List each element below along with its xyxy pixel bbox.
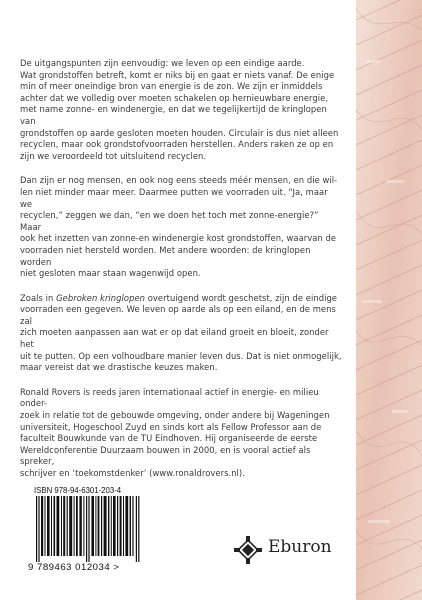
author-bio bbox=[20, 387, 342, 480]
line-prefix: Zoals in bbox=[20, 292, 57, 303]
cover-texture bbox=[356, 0, 422, 600]
paragraph-3 bbox=[20, 293, 342, 374]
line: recyclen,” zeggen we dan, “en we doen het toch met zonne-energie?” Maar bbox=[20, 210, 319, 232]
line: faculteit Bouwkunde van de TU Eindhoven. Hij organiseerde de eerste bbox=[20, 433, 318, 444]
line: Wat grondstoffen betreft, komt er niks bij en gaat er niets vanaf. De enige bbox=[20, 69, 335, 80]
line: niet gesloten maar staan wagenwijd open. bbox=[20, 268, 201, 279]
line: voorraden niet hersteld worden. Met andere woorden: de kringlopen worden bbox=[20, 244, 311, 267]
line: grondstoffen op aarde gesloten moeten houden. Circulair is dus niet alleen bbox=[20, 127, 339, 138]
paragraph-2 bbox=[20, 175, 342, 279]
publisher-name: Eburon bbox=[268, 537, 332, 557]
line-suffix: overtuigend wordt geschetst, zijn de eindige bbox=[145, 292, 338, 303]
line: ook het inzetten van zonne-en windenergie kost grondstoffen, waarvan de bbox=[20, 233, 337, 244]
barcode-icon bbox=[34, 496, 144, 562]
line: universiteit, Hogeschool Zuyd en sinds kort als Fellow Professor aan de bbox=[20, 421, 322, 432]
line: zijn we veroordeeld tot uitsluitend recyclen. bbox=[20, 150, 207, 161]
line: achter dat we volledig over moeten schakelen op hernieuwbare energie, bbox=[20, 92, 329, 103]
line: De uitgangspunten zijn eenvoudig: we leven op een eindige aarde. bbox=[20, 58, 305, 68]
line: uit te putten. Op een volhoudbare manier leven dus. Dat is niet onmogelijk, bbox=[20, 350, 342, 361]
line: maar vereist dat we drastische keuzes maken. bbox=[20, 362, 218, 373]
isbn-text: ISBN 978-94-6301-203-4 bbox=[34, 486, 122, 495]
paragraph-1 bbox=[20, 58, 342, 162]
line: min of meer oneindige bron van energie is de zon. We zijn er inmiddels bbox=[20, 81, 323, 92]
line: zich moeten aanpassen aan wat er op dat eiland groeit en bloeit, zonder het bbox=[20, 327, 329, 350]
line: Ronald Rovers is reeds jaren internationaal actief in energie- en milieu onder- bbox=[20, 386, 319, 409]
line: Dan zijn er nog mensen, en ook nog eens steeds méér mensen, en die wil- bbox=[20, 175, 338, 186]
line: met name zonne- en windenergie, en dat we tegelijkertijd de kringlopen van bbox=[20, 104, 327, 126]
barcode-digits: 9 789463 012034 > bbox=[28, 562, 120, 573]
line: Wereldconferentie Duurzaam bouwen in 2000, en is vooral actief als spreker, bbox=[20, 444, 311, 467]
line: zoek in relatie tot de gebouwde omgeving, onder andere bij Wageningen bbox=[20, 410, 330, 421]
line: schrijver en ‘toekomstdenker’ (www.ronaldrovers.nl). bbox=[20, 468, 245, 478]
book-title: Gebroken kringlopen bbox=[56, 292, 146, 303]
line: len niet minder maar meer. Daarmee putten we voorraden uit. “Ja, maar we bbox=[20, 186, 328, 209]
blurb-column bbox=[20, 58, 342, 493]
line: recyclen, maar ook grondstofvoorraden herstellen. Anders raken ze op en bbox=[20, 139, 334, 150]
line: voorraden een gegeven. We leven op aarde als op een eiland, en de mens zal bbox=[20, 304, 336, 326]
